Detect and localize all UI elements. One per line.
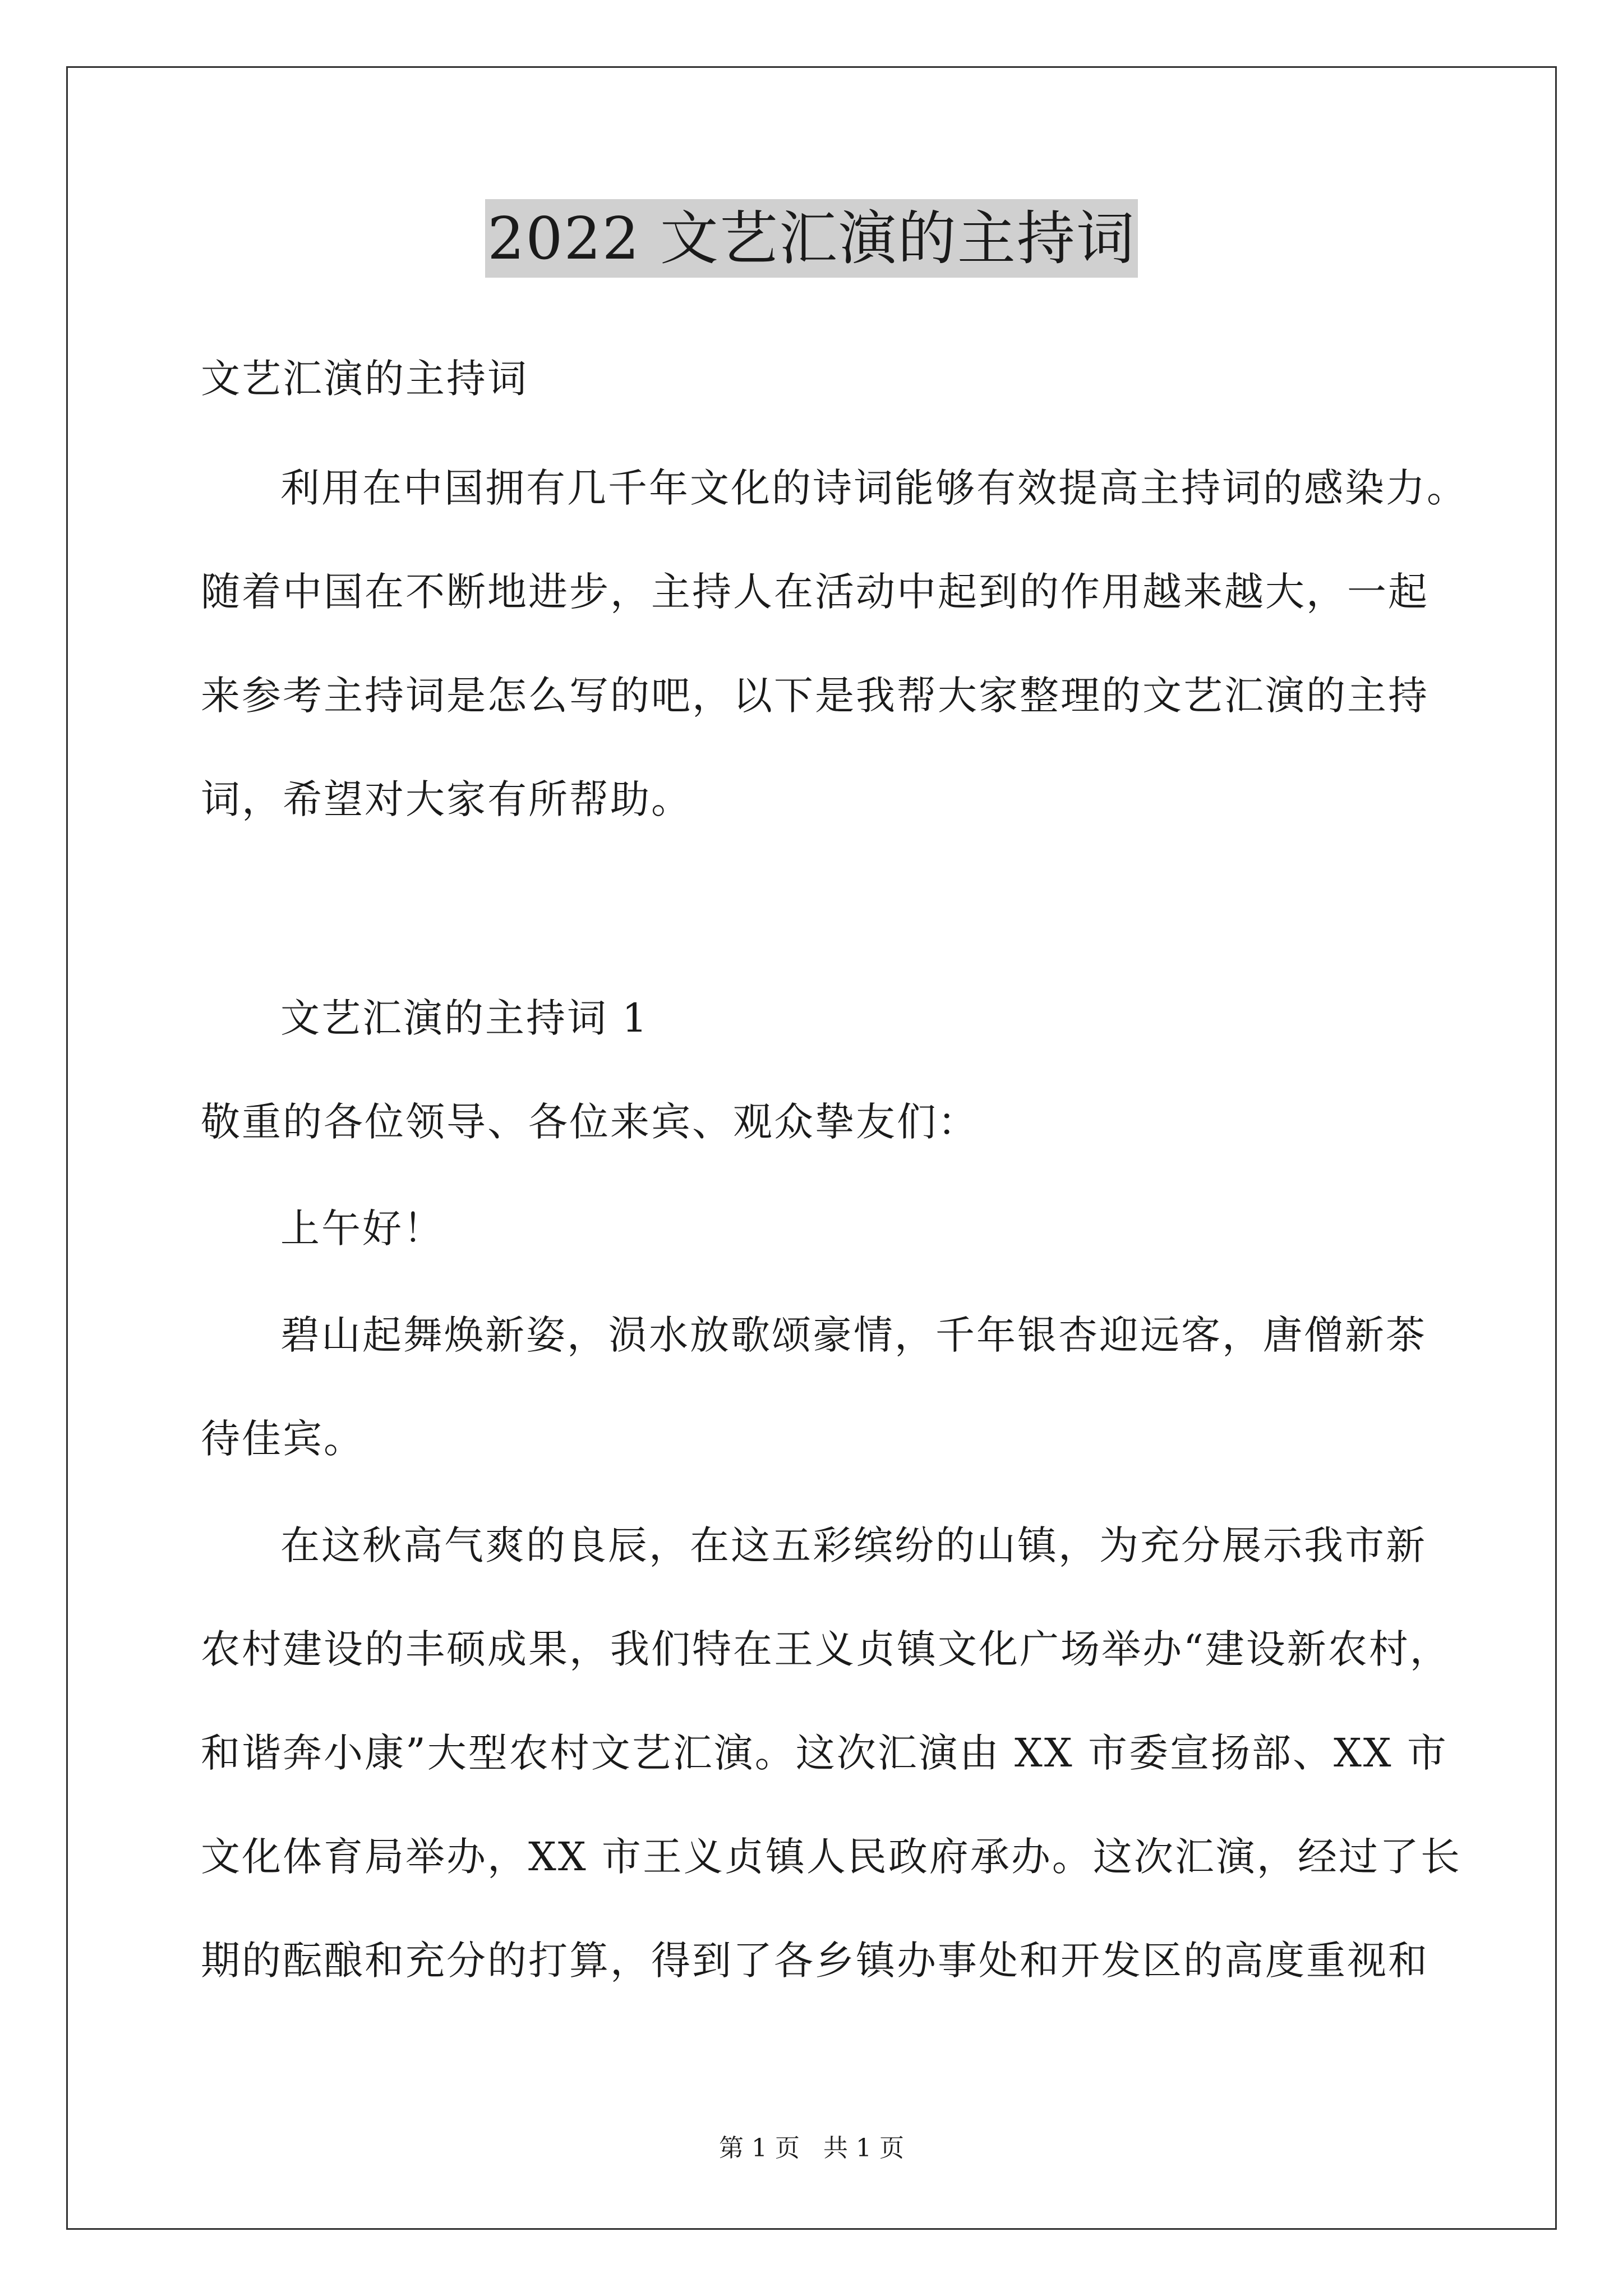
salutation-line: 敬重的各位领导、各位来宾、观众挚友们： [201, 1099, 979, 1145]
paragraph-line: 碧山起舞焕新姿，涢水放歌颂豪情，千年银杏迎远客，唐僧新茶 [280, 1312, 1427, 1358]
title-container [0, 199, 1623, 278]
paragraph-line: 待佳宾。 [201, 1416, 365, 1462]
paragraph-line: 文化体育局举办，XX 市王义贞镇人民政府承办。这次汇演，经过了长 [201, 1834, 1461, 1880]
greeting-line: 上午好！ [280, 1205, 444, 1251]
paragraph-line: 利用在中国拥有几千年文化的诗词能够有效提高主持词的感染力。 [280, 465, 1468, 511]
page-number-footer: 第 1 页 共 1 页 [719, 2134, 904, 2162]
paragraph-line: 在这秋高气爽的良辰，在这五彩缤纷的山镇，为充分展示我市新 [280, 1522, 1427, 1568]
document-title: 2022 文艺汇演的主持词 [485, 199, 1138, 278]
subtitle-line: 文艺汇演的主持词 [201, 356, 528, 402]
paragraph-line: 和谐奔小康”大型农村文艺汇演。这次汇演由 XX 市委宣扬部、XX 市 [201, 1730, 1448, 1776]
paragraph-line: 随着中国在不断地进步，主持人在活动中起到的作用越来越大，一起 [201, 569, 1429, 615]
paragraph-line: 农村建设的丰硕成果，我们特在王义贞镇文化广场举办“建设新农村， [201, 1626, 1451, 1672]
paragraph-line: 词，希望对大家有所帮助。 [201, 776, 692, 822]
paragraph-line: 来参考主持词是怎么写的吧，以下是我帮大家整理的文艺汇演的主持 [201, 673, 1429, 719]
section-heading: 文艺汇演的主持词 1 [280, 995, 649, 1041]
paragraph-line: 期的酝酿和充分的打算，得到了各乡镇办事处和开发区的高度重视和 [201, 1938, 1429, 1984]
